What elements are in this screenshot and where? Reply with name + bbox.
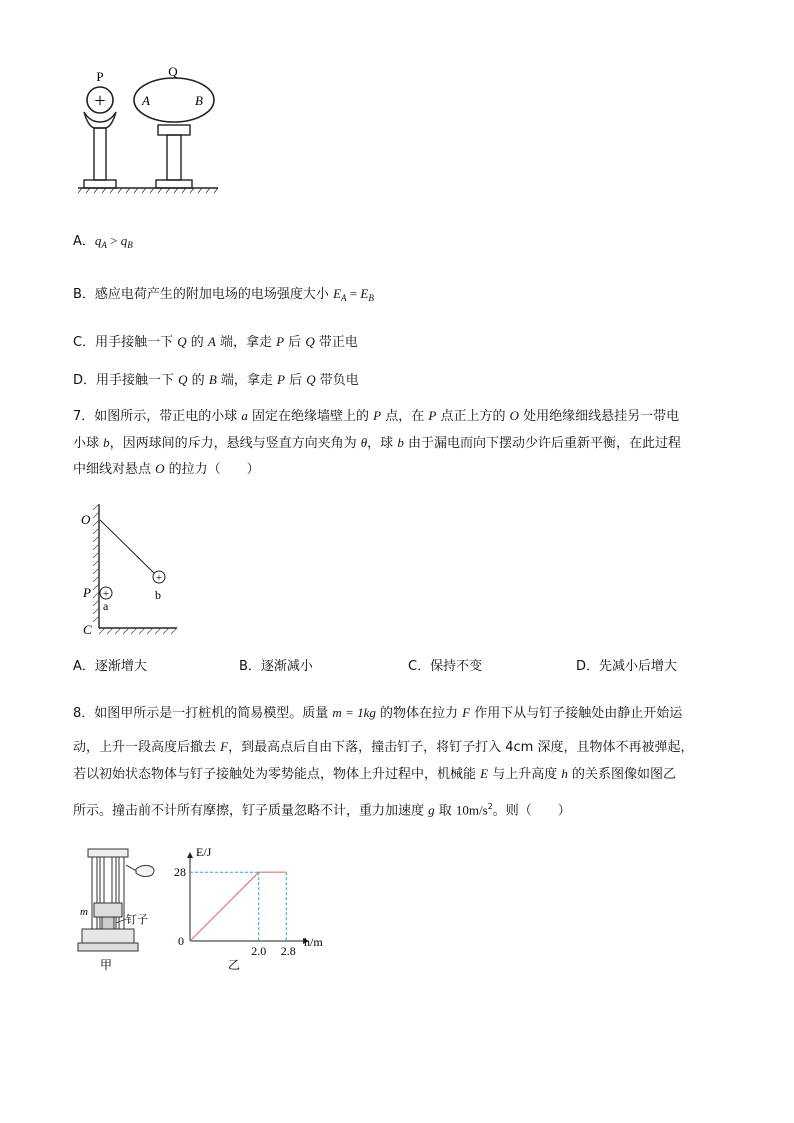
label-end-b: B xyxy=(195,93,203,108)
energy-height-chart xyxy=(168,843,338,975)
ball-b-plus: + xyxy=(155,572,163,584)
q7-option-c[interactable]: C．保持不变 xyxy=(408,659,483,674)
q7-option-a[interactable]: A．逐渐增大 xyxy=(73,659,147,674)
floor-hatch xyxy=(99,628,177,634)
q6-option-d[interactable]: D．用手接触一下 Q 的 B 端，拿走 P 后 Q 带负电 xyxy=(73,372,359,388)
x-tick-2-0: 2.0 xyxy=(251,944,267,958)
figure-p-q-conductors xyxy=(70,62,230,198)
label-c: C xyxy=(83,622,92,637)
label-end-a: A xyxy=(142,93,150,108)
q7-option-b[interactable]: B．逐渐减小 xyxy=(239,659,313,674)
wall-hatch xyxy=(93,504,99,622)
figure-pile-driver xyxy=(74,843,164,973)
string-line xyxy=(100,520,154,573)
label-nail: 钉子 xyxy=(126,914,148,926)
q8-stem-line-4: 所示。撞击前不计所有摩擦，钉子质量忽略不计，重力加速度 g 取 $10m/s^2$。则（ ） xyxy=(73,802,571,819)
x-axis-label: h/m xyxy=(304,935,323,949)
q8-stem-line-1: 8．如图甲所示是一打桩机的简易模型。质量 m = 1kg 的物体在拉力 F 作用下从与钉子接触处由静止开始运 xyxy=(73,705,683,721)
q6-option-c[interactable]: C．用手接触一下 Q 的 A 端，拿走 P 后 Q 带正电 xyxy=(73,334,358,350)
q7-option-d[interactable]: D．先减小后增大 xyxy=(576,659,678,674)
origin-label: 0 xyxy=(178,934,184,948)
y-axis-label: E/J xyxy=(196,845,212,859)
label-o: O xyxy=(81,512,91,527)
q8-stem-line-2: 动，上升一段高度后撤去 F，到最高点后自由下落，撞击钉子，将钉子打入 4cm 深度，且物体不再被弹起， xyxy=(73,739,694,755)
p-plus-sign: + xyxy=(94,90,106,112)
caption-jia: 甲 xyxy=(100,958,113,972)
q6-option-a[interactable]: A．$q_A > q_B$ xyxy=(73,233,133,250)
pile-driver-frame xyxy=(78,849,138,951)
label-q: Q xyxy=(168,64,178,79)
q8-stem-line-3: 若以初始状态物体与钉子接触处为零势能点，物体上升过程中，机械能 E 与上升高度 h 的关系图像如图乙 xyxy=(73,766,676,782)
energy-series-line xyxy=(190,872,286,941)
y-tick-28: 28 xyxy=(174,865,186,880)
q-stand xyxy=(156,125,192,188)
figure-pendulum xyxy=(75,500,185,642)
q7-stem-line-2: 小球 b，因两球间的斥力，悬线与竖直方向夹角为 θ，球 b 由于漏电而向下摆动少许后重新平衡，在此过程 xyxy=(73,435,681,451)
caption-yi: 乙 xyxy=(228,958,241,972)
q7-stem-line-3: 中细线对悬点 O 的拉力（ ） xyxy=(73,461,260,477)
label-a: a xyxy=(103,599,109,613)
label-b: b xyxy=(155,588,161,602)
p-stand xyxy=(84,112,116,188)
label-m: m xyxy=(80,906,88,918)
hand-icon xyxy=(136,865,154,876)
ball-a-plus: + xyxy=(102,588,110,600)
q7-stem-line-1: 7．如图所示，带正电的小球 a 固定在绝缘墙壁上的 P 点，在 P 点正上方的 O 处用绝缘细线悬挂另一带电 xyxy=(73,408,680,424)
q6-option-b[interactable]: B．感应电荷产生的附加电场的电场强度大小 $E_A = E_B$ xyxy=(73,286,374,303)
label-p: P xyxy=(83,585,91,600)
x-tick-2-8: 2.8 xyxy=(280,944,296,958)
label-p: P xyxy=(96,69,104,84)
